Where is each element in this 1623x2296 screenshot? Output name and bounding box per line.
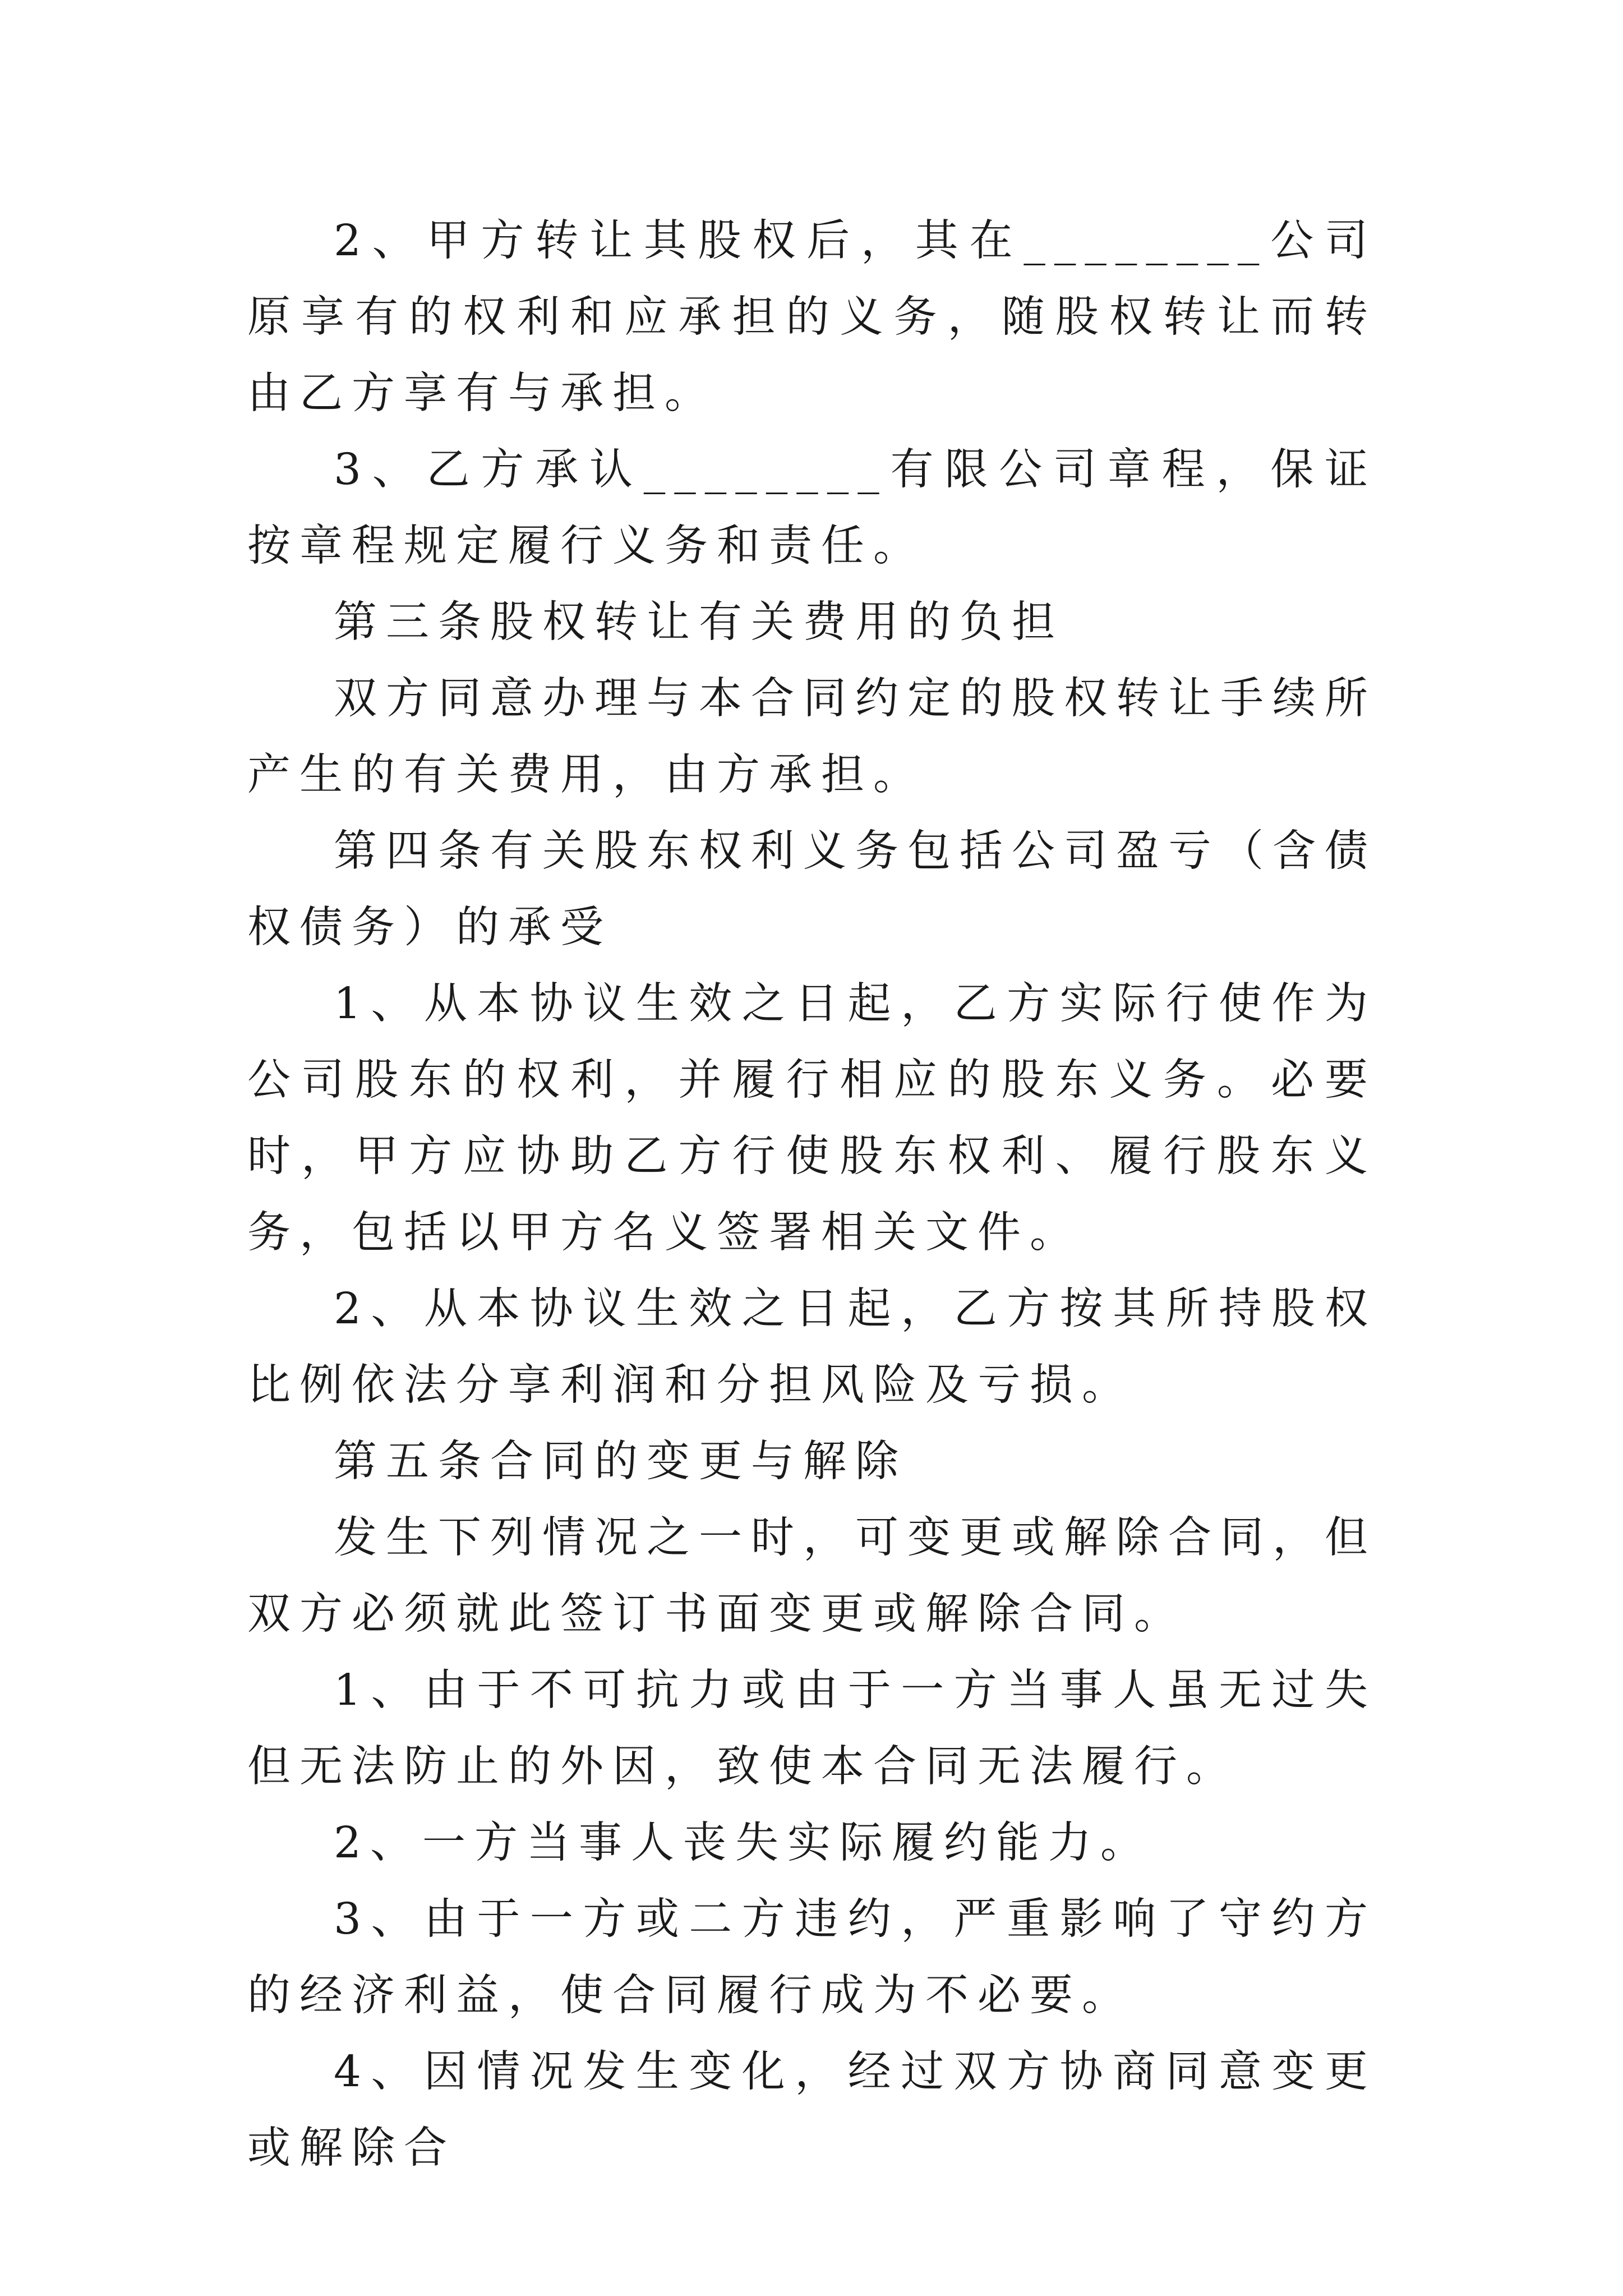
paragraph-article-5-item-2: 2、一方当事人丧失实际履约能力。 <box>334 1818 1152 1868</box>
paragraph-article-5-item-1: 1、由于不可抗力或由于一方当事人虽无过失但无法防止的外因，致使本合同无法履行。 <box>247 1665 1377 1792</box>
heading-article-4: 第四条有关股东权利义务包括公司盈亏（含债权债务）的承受 <box>247 826 1377 953</box>
paragraph-fees: 双方同意办理与本合同约定的股权转让手续所产生的有关费用，由方承担。 <box>247 674 1377 800</box>
paragraph-article-5-item-3: 3、由于一方或二方违约，严重影响了守约方的经济利益，使合同履行成为不必要。 <box>247 1894 1377 2021</box>
document-body <box>247 203 1377 2187</box>
paragraph-article-4-item-2: 2、从本协议生效之日起，乙方按其所持股权比例依法分享利润和分担风险及亏损。 <box>247 1284 1377 1410</box>
paragraph-clause-2-transfer: 2、甲方转让其股权后，其在________公司原享有的权利和应承担的义务，随股权转让而转由乙方享有与承担。 <box>247 216 1377 418</box>
heading-article-3: 第三条股权转让有关费用的负担 <box>334 597 1064 647</box>
heading-article-5: 第五条合同的变更与解除 <box>334 1437 907 1487</box>
paragraph-clause-3-articles: 3、乙方承认________有限公司章程，保证按章程规定履行义务和责任。 <box>247 445 1377 571</box>
paragraph-article-5-item-4: 4、因情况发生变化，经过双方协商同意变更或解除合 <box>247 2047 1377 2173</box>
paragraph-article-5-intro: 发生下列情况之一时，可变更或解除合同，但双方必须就此签订书面变更或解除合同。 <box>247 1513 1377 1639</box>
paragraph-article-4-item-1: 1、从本协议生效之日起，乙方实际行使作为公司股东的权利，并履行相应的股东义务。必要时，甲方应协助乙方行使股东权利、履行股东义务，包括以甲方名义签署相关文件。 <box>247 979 1377 1258</box>
